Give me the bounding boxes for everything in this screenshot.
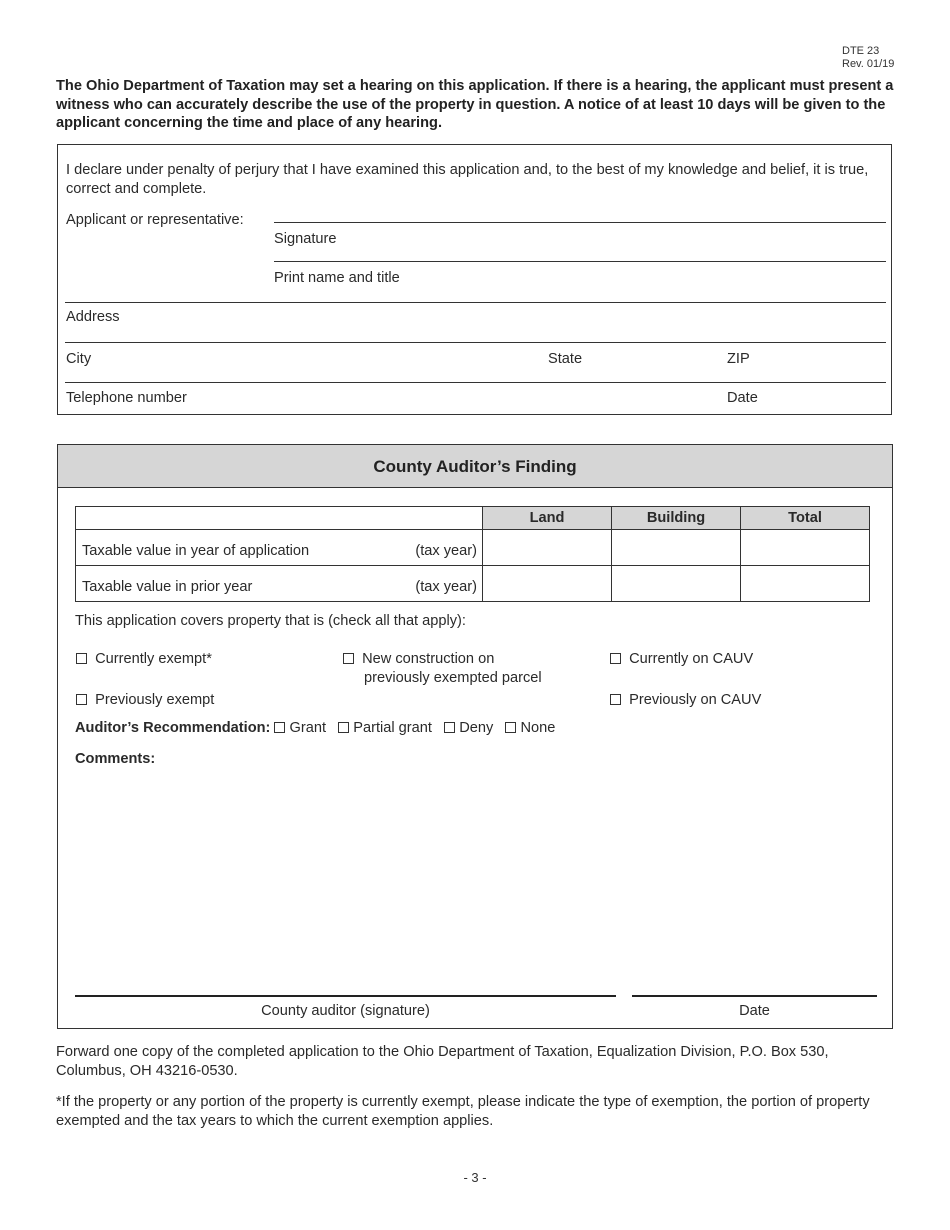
checkbox-currently-exempt[interactable] bbox=[76, 650, 212, 669]
city-line[interactable] bbox=[65, 342, 886, 343]
row-label-prior-year bbox=[76, 566, 483, 602]
row-label-current-year bbox=[76, 530, 483, 566]
comments-area[interactable] bbox=[75, 773, 875, 991]
table-row bbox=[76, 530, 870, 566]
total-value-prior[interactable] bbox=[741, 566, 870, 602]
date-label: Date bbox=[727, 390, 758, 406]
hearing-notice: The Ohio Department of Taxation may set a hearing on this application. If there is a hearing, the applicant must present a witness who can accurately describe the use of the property in question. A notice of at least 10 days will be given to the applicant concerning the time and place of any hearing. bbox=[56, 78, 894, 131]
auditor-date-line[interactable] bbox=[632, 995, 877, 997]
checkbox-label: Currently on CAUV bbox=[629, 651, 754, 667]
column-header-land: Land bbox=[483, 507, 612, 530]
taxable-value-table bbox=[75, 506, 870, 602]
checkbox-square-icon[interactable] bbox=[338, 722, 349, 733]
checkbox-square-icon[interactable] bbox=[444, 722, 455, 733]
telephone-line[interactable] bbox=[65, 382, 886, 383]
telephone-label: Telephone number bbox=[66, 390, 187, 406]
checkbox-square-icon[interactable] bbox=[76, 694, 87, 705]
checkbox-square-icon[interactable] bbox=[610, 653, 621, 664]
checkbox-square-icon[interactable] bbox=[343, 653, 354, 664]
checkbox-label: Previously on CAUV bbox=[629, 692, 762, 708]
checkbox-label: New construction on bbox=[362, 651, 495, 667]
address-label: Address bbox=[66, 309, 120, 325]
table-header-row bbox=[76, 507, 870, 530]
checkbox-previously-exempt[interactable] bbox=[76, 691, 214, 710]
exemption-note: *If the property or any portion of the property is currently exempt, please indicate the type of exemption, the portion of property exempted and the tax years to which the current exemption applies. bbox=[56, 1094, 870, 1129]
declaration-text: I declare under penalty of perjury that I have examined this application and, to the best of my knowledge and belief, it is true, correct and complete. bbox=[66, 162, 869, 197]
print-name-line[interactable] bbox=[274, 261, 886, 262]
signature-label: Signature bbox=[274, 231, 337, 247]
building-value-current[interactable] bbox=[612, 530, 741, 566]
checkbox-label: Currently exempt* bbox=[95, 651, 212, 667]
state-label: State bbox=[548, 351, 583, 367]
checkbox-square-icon[interactable] bbox=[610, 694, 621, 705]
tax-year-label: (tax year) bbox=[415, 543, 477, 559]
row-label-text: Taxable value in year of application bbox=[82, 543, 310, 559]
applicant-label: Applicant or representative: bbox=[66, 212, 244, 228]
auditor-signature-label: County auditor (signature) bbox=[261, 1003, 430, 1019]
auditor-finding-box bbox=[57, 444, 893, 1029]
option-deny: Deny bbox=[459, 720, 494, 736]
total-value-current[interactable] bbox=[741, 530, 870, 566]
form-id-block bbox=[842, 45, 894, 71]
city-label: City bbox=[66, 351, 92, 367]
checkbox-square-icon[interactable] bbox=[76, 653, 87, 664]
auditor-date-label: Date bbox=[739, 1003, 770, 1019]
page-number: - 3 - bbox=[463, 1170, 487, 1185]
land-value-prior[interactable] bbox=[483, 566, 612, 602]
form-number: DTE 23 bbox=[842, 45, 880, 57]
checkbox-previously-cauv[interactable] bbox=[610, 691, 761, 710]
column-header-total: Total bbox=[741, 507, 870, 530]
checkbox-new-construction[interactable] bbox=[343, 650, 494, 669]
revision-date: Rev. 01/19 bbox=[842, 58, 895, 70]
print-name-label: Print name and title bbox=[274, 270, 400, 286]
checkbox-label: Previously exempt bbox=[95, 692, 215, 708]
finding-header bbox=[58, 445, 892, 488]
recommendation-label: Auditor’s Recommendation: bbox=[75, 720, 271, 736]
zip-label: ZIP bbox=[727, 351, 750, 367]
land-value-current[interactable] bbox=[483, 530, 612, 566]
option-partial-grant: Partial grant bbox=[353, 720, 432, 736]
forward-instructions: Forward one copy of the completed application to the Ohio Department of Taxation, Equalization Division, P.O. Box 530, Columbus, OH 43216-0530. bbox=[56, 1044, 829, 1079]
checkbox-label-continued: previously exempted parcel bbox=[364, 670, 542, 686]
checkbox-square-icon[interactable] bbox=[505, 722, 516, 733]
option-grant: Grant bbox=[289, 720, 327, 736]
row-label-text: Taxable value in prior year bbox=[82, 579, 253, 595]
auditor-signature-line[interactable] bbox=[75, 995, 616, 997]
checkbox-currently-cauv[interactable] bbox=[610, 650, 753, 669]
declaration-box bbox=[57, 144, 892, 415]
covers-text: This application covers property that is (check all that apply): bbox=[75, 613, 466, 629]
table-row bbox=[76, 566, 870, 602]
comments-label: Comments: bbox=[75, 751, 156, 767]
address-line[interactable] bbox=[65, 302, 886, 303]
signature-line[interactable] bbox=[274, 222, 886, 223]
building-value-prior[interactable] bbox=[612, 566, 741, 602]
auditor-recommendation bbox=[75, 719, 555, 738]
option-none: None bbox=[520, 720, 556, 736]
column-header-building: Building bbox=[612, 507, 741, 530]
table-header-blank bbox=[76, 507, 483, 530]
tax-year-label: (tax year) bbox=[415, 579, 477, 595]
checkbox-square-icon[interactable] bbox=[274, 722, 285, 733]
finding-title: County Auditor’s Finding bbox=[373, 457, 577, 476]
